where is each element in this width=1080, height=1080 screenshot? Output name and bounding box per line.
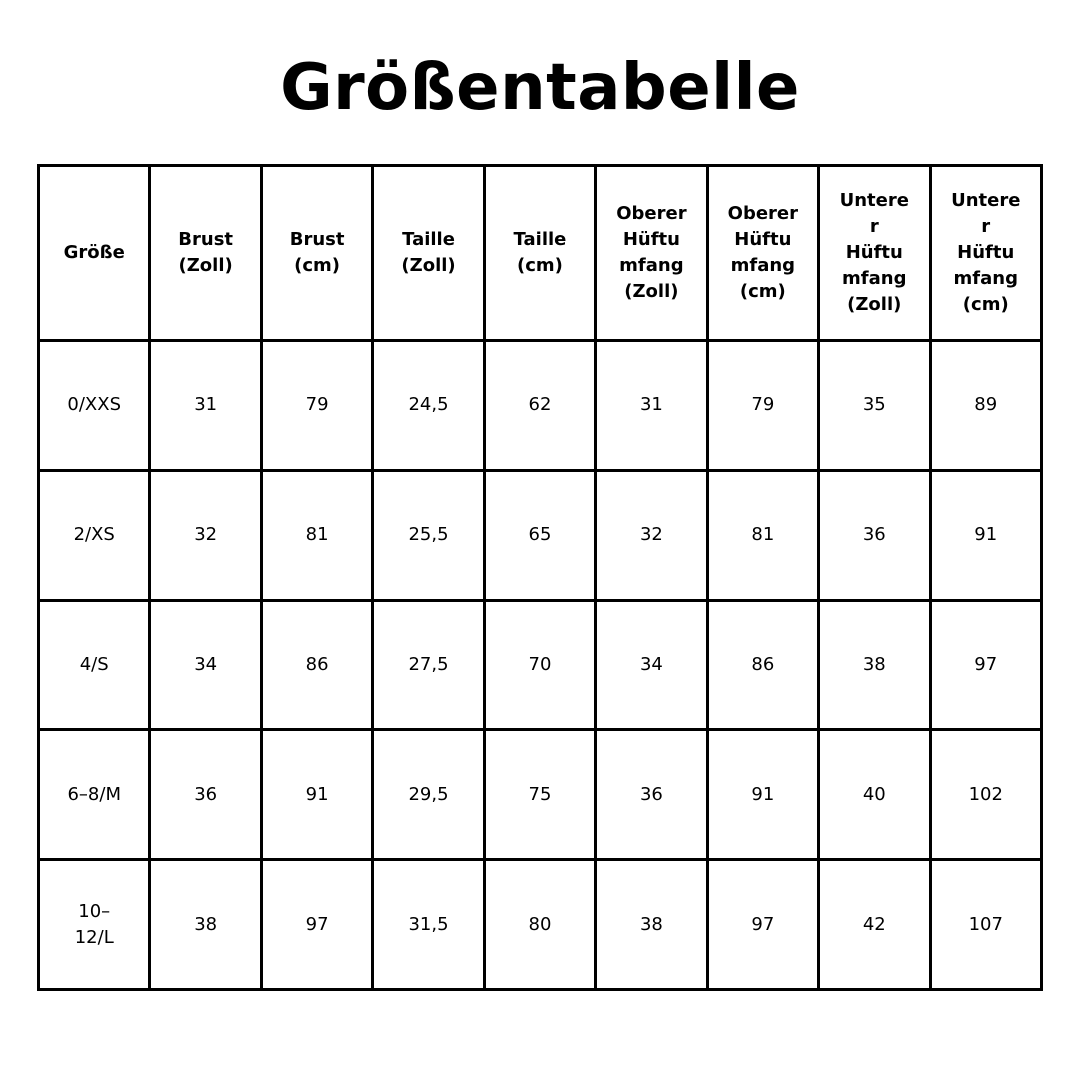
table-cell: 97 [261, 860, 372, 990]
table-cell: 91 [261, 730, 372, 860]
table-cell: 79 [707, 341, 818, 471]
table-cell: 80 [484, 860, 595, 990]
table-cell: 24,5 [373, 341, 484, 471]
column-header-label: Untere r Hüftu mfang (cm) [951, 190, 1021, 315]
size-chart-table [37, 164, 1043, 991]
table-row [39, 600, 1042, 730]
table-row [39, 730, 1042, 860]
table-cell: 36 [150, 730, 261, 860]
column-header-waist-inch [373, 166, 484, 341]
cell-value: 6–8/M [67, 783, 121, 805]
table-cell: 36 [596, 730, 707, 860]
table-row [39, 470, 1042, 600]
table-row [39, 860, 1042, 990]
column-header-label: Taille (cm) [513, 229, 567, 276]
table-cell: 65 [484, 470, 595, 600]
column-header-label: Brust (Zoll) [178, 229, 234, 276]
table-cell: 31 [150, 341, 261, 471]
column-header-label: Taille (Zoll) [401, 229, 456, 276]
table-cell: 34 [596, 600, 707, 730]
table-cell: 31 [596, 341, 707, 471]
table-cell: 31,5 [373, 860, 484, 990]
column-header-waist-cm [484, 166, 595, 341]
table-cell: 32 [596, 470, 707, 600]
cell-value: 0/XXS [67, 394, 122, 416]
column-header-lower-hip-inch [819, 166, 930, 341]
table-cell: 89 [930, 341, 1042, 471]
table-cell: 27,5 [373, 600, 484, 730]
table-cell: 91 [930, 470, 1042, 600]
column-header-label: Brust (cm) [289, 229, 345, 276]
table-header-row [39, 166, 1042, 341]
column-header-lower-hip-cm [930, 166, 1042, 341]
table-cell: 102 [930, 730, 1042, 860]
table-cell: 40 [819, 730, 930, 860]
table-cell: 81 [707, 470, 818, 600]
table-cell: 34 [150, 600, 261, 730]
table-cell: 91 [707, 730, 818, 860]
table-cell: 107 [930, 860, 1042, 990]
table-cell: 79 [261, 341, 372, 471]
cell-value: 2/XS [73, 524, 115, 546]
table-cell: 70 [484, 600, 595, 730]
table-cell-size [39, 730, 150, 860]
table-cell: 97 [930, 600, 1042, 730]
column-header-label: Untere r Hüftu mfang (Zoll) [839, 190, 909, 315]
cell-value: 4/S [79, 653, 109, 675]
table-cell: 81 [261, 470, 372, 600]
table-cell: 86 [261, 600, 372, 730]
column-header-bust-inch [150, 166, 261, 341]
table-cell: 97 [707, 860, 818, 990]
column-header-size [39, 166, 150, 341]
table-cell: 25,5 [373, 470, 484, 600]
cell-value: 10– 12/L [74, 900, 114, 948]
table-cell: 35 [819, 341, 930, 471]
table-cell-size [39, 860, 150, 990]
table-cell: 32 [150, 470, 261, 600]
page-title: Größentabelle [280, 51, 800, 125]
table-cell: 36 [819, 470, 930, 600]
table-cell-size [39, 341, 150, 471]
column-header-label: Oberer Hüftu mfang (Zoll) [616, 203, 687, 302]
table-cell-size [39, 600, 150, 730]
table-cell: 29,5 [373, 730, 484, 860]
table-cell-size [39, 470, 150, 600]
table-cell: 38 [596, 860, 707, 990]
table-cell: 38 [150, 860, 261, 990]
table-cell: 62 [484, 341, 595, 471]
column-header-upper-hip-inch [596, 166, 707, 341]
column-header-bust-cm [261, 166, 372, 341]
table-row [39, 341, 1042, 471]
table-cell: 75 [484, 730, 595, 860]
column-header-label: Oberer Hüftu mfang (cm) [727, 203, 799, 302]
table-cell: 42 [819, 860, 930, 990]
table-cell: 38 [819, 600, 930, 730]
table-cell: 86 [707, 600, 818, 730]
column-header-upper-hip-cm [707, 166, 818, 341]
column-header-label: Größe [63, 242, 125, 263]
